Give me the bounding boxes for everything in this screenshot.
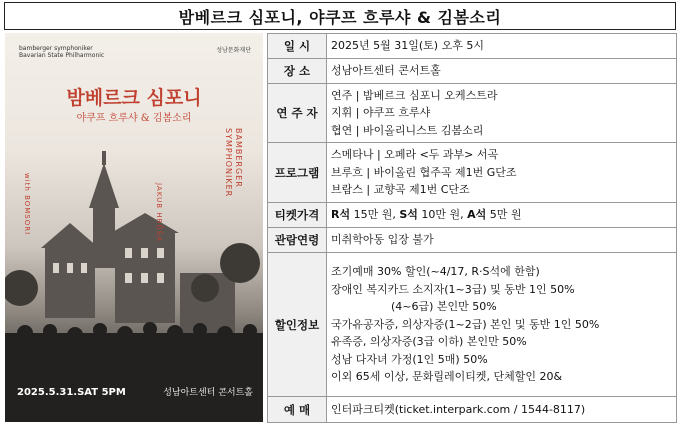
label-ticket: 티켓가격 [268, 203, 327, 228]
label-venue: 장 소 [268, 59, 327, 84]
program-line: 브루흐 | 바이올린 협주곡 제1번 G단조 [331, 165, 517, 179]
value-program [327, 143, 677, 203]
seat-r: R석 [331, 208, 351, 222]
label-booking: 예 매 [268, 397, 327, 423]
discount-line: 장애인 복지카드 소지자(1~3급) 및 동반 1인 50% [331, 282, 575, 296]
label-program: 프로그램 [268, 143, 327, 203]
row-ticket [268, 203, 677, 228]
poster-orchestra-line-2: SYMPHONIKER [224, 128, 233, 198]
discount-line: (4~6급) 본인만 50% [391, 300, 497, 314]
value-performers [327, 84, 677, 143]
program-line: 스메타나 | 오페라 <두 과부> 서곡 [331, 148, 499, 162]
poster-conductor-vertical: JAKUB HRŮŠA [155, 183, 163, 242]
poster-subtitle: 야쿠프 흐루샤 & 김봄소리 [76, 113, 192, 124]
orchestra-logo-subtext: Bavarian State Philharmonic [19, 52, 105, 59]
performer-line: 지휘 | 야쿠프 흐루샤 [331, 106, 431, 120]
row-booking [268, 397, 677, 423]
discount-line: 이외 65세 이상, 문화릴레이티켓, 단체할인 20& [331, 370, 563, 384]
poster-title: 밤베르크 심포니 [66, 87, 202, 109]
discount-line: 유족증, 의상자증(3급 이하) 본인만 50% [331, 335, 527, 349]
value-booking: 인터파크티켓(ticket.interpark.com / 1544-8117) [327, 397, 677, 423]
concert-info-table [267, 33, 677, 423]
value-discount [327, 253, 677, 397]
poster-orchestra-line-1: BAMBERGER [234, 128, 243, 188]
row-program [268, 143, 677, 203]
row-date [268, 34, 677, 59]
label-age: 관람연령 [268, 228, 327, 253]
value-date: 2025년 5월 31일(토) 오후 5시 [327, 34, 677, 59]
label-discount: 할인정보 [268, 253, 327, 397]
discount-line: 조기예매 30% 할인(~4/17, R·S석에 한함) [331, 265, 540, 279]
seat-s: S석 [399, 208, 418, 222]
value-age: 미취학아동 입장 불가 [327, 228, 677, 253]
price-r: 15만 원, [350, 208, 400, 222]
value-ticket [327, 203, 677, 228]
orchestra-logo-text: bamberger symphoniker [19, 45, 93, 52]
performer-line: 연주 | 밤베르크 심포니 오케스트라 [331, 88, 498, 102]
concert-poster [5, 33, 263, 422]
row-age [268, 228, 677, 253]
program-line: 브람스 | 교향곡 제1번 C단조 [331, 183, 470, 197]
poster-date: 2025.5.31.SAT 5PM [17, 387, 126, 398]
row-performers [268, 84, 677, 143]
discount-line: 성남 다자녀 가정(1인 5매) 50% [331, 352, 488, 366]
performer-line: 협연 | 바이올리니스트 김봄소리 [331, 123, 484, 137]
seat-a: A석 [467, 208, 487, 222]
row-venue [268, 59, 677, 84]
poster-soloist-vertical: with BOMSORI [23, 173, 31, 236]
price-s: 10만 원, [417, 208, 468, 222]
value-venue: 성남아트센터 콘서트홀 [327, 59, 677, 84]
page-title: 밤베르크 심포니, 야쿠프 흐루샤 & 김봄소리 [4, 2, 676, 30]
label-performers: 연 주 자 [268, 84, 327, 143]
poster-venue: 성남아트센터 콘서트홀 [163, 388, 253, 398]
foundation-logo: 성남문화재단 [216, 47, 251, 54]
price-a: 5만 원 [486, 208, 522, 222]
row-discount [268, 253, 677, 397]
discount-line: 국가유공자증, 의상자증(1~2급) 본인 및 동반 1인 50% [331, 317, 600, 331]
orchestra-logo [19, 45, 104, 59]
poster-orchestra-vertical [223, 128, 243, 197]
label-date: 일 시 [268, 34, 327, 59]
